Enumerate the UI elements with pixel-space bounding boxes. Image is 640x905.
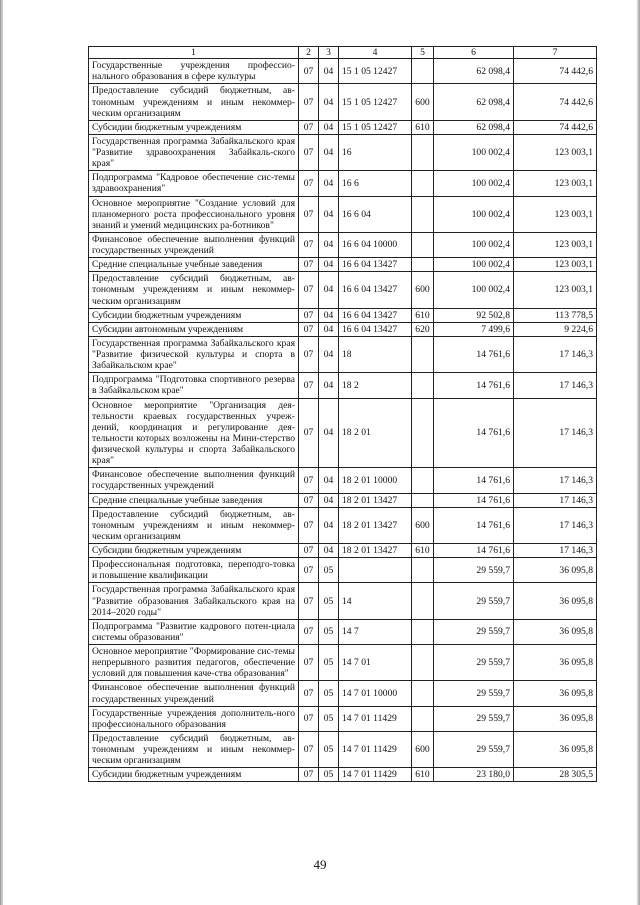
cell-subsection: 04: [319, 258, 339, 272]
cell-name: Предоставление субсидий бюджетным, ав-тономным учреждениям и иным некоммер-ческим организациям: [89, 84, 299, 120]
cell-name: Финансовое обеспечение выполнения функций государственных учреждений: [89, 681, 299, 706]
cell-subsection: 04: [319, 373, 339, 398]
cell-target-code: 16 6 04 10000: [339, 232, 412, 257]
cell-section: 07: [299, 134, 319, 170]
cell-amount-2: 113 778,5: [514, 308, 597, 322]
table-row: [89, 84, 597, 120]
table-row: [89, 322, 597, 336]
cell-name: Субсидии бюджетным учреждениям: [89, 544, 299, 558]
table-row: [89, 558, 597, 583]
cell-subsection: 04: [319, 232, 339, 257]
cell-section: 07: [299, 59, 319, 84]
cell-target-code: 14 7 01: [339, 645, 412, 681]
cell-section: 07: [299, 706, 319, 731]
cell-name: Государственные учреждения дополнитель-ного профессионального образования: [89, 706, 299, 731]
cell-amount-1: 62 098,4: [434, 84, 514, 120]
cell-expense-type: [412, 59, 434, 84]
cell-section: 07: [299, 120, 319, 134]
cell-section: 07: [299, 373, 319, 398]
cell-section: 07: [299, 768, 319, 782]
cell-expense-type: 610: [412, 544, 434, 558]
cell-target-code: 16 6 04 13427: [339, 272, 412, 308]
cell-section: 07: [299, 544, 319, 558]
cell-section: 07: [299, 336, 319, 372]
table-row: [89, 706, 597, 731]
cell-name: Предоставление субсидий бюджетным, ав-тономным учреждениям и иным некоммер-ческим организациям: [89, 731, 299, 767]
cell-target-code: 18 2 01 13427: [339, 544, 412, 558]
cell-amount-1: 100 002,4: [434, 134, 514, 170]
cell-expense-type: 610: [412, 768, 434, 782]
table-row: [89, 493, 597, 507]
cell-name: Субсидии автономным учреждениям: [89, 322, 299, 336]
cell-subsection: 04: [319, 196, 339, 232]
cell-amount-1: 14 761,6: [434, 336, 514, 372]
cell-subsection: 04: [319, 493, 339, 507]
cell-amount-1: 29 559,7: [434, 731, 514, 767]
cell-target-code: 14 7 01 11429: [339, 731, 412, 767]
cell-amount-2: 36 095,8: [514, 583, 597, 619]
cell-subsection: 04: [319, 84, 339, 120]
cell-subsection: 05: [319, 558, 339, 583]
cell-amount-1: 62 098,4: [434, 59, 514, 84]
table-row: [89, 544, 597, 558]
cell-amount-1: 100 002,4: [434, 258, 514, 272]
cell-target-code: 16 6 04: [339, 196, 412, 232]
cell-amount-2: 17 146,3: [514, 493, 597, 507]
cell-expense-type: [412, 706, 434, 731]
cell-target-code: 14 7: [339, 619, 412, 644]
table-row: [89, 336, 597, 372]
cell-expense-type: [412, 196, 434, 232]
cell-target-code: 18 2 01 13427: [339, 493, 412, 507]
table-row: [89, 619, 597, 644]
cell-name: Субсидии бюджетным учреждениям: [89, 120, 299, 134]
cell-target-code: 16 6 04 13427: [339, 322, 412, 336]
cell-target-code: 14 7 01 11429: [339, 768, 412, 782]
header-cell-amount-2: 7: [514, 47, 597, 59]
cell-target-code: 18 2 01 10000: [339, 468, 412, 493]
cell-subsection: 05: [319, 583, 339, 619]
header-cell-target-code: 4: [339, 47, 412, 59]
table-row: [89, 134, 597, 170]
cell-amount-2: 36 095,8: [514, 645, 597, 681]
table-row: [89, 583, 597, 619]
cell-name: Государственная программа Забайкальского края "Развитие образования Забайкальского края на 2014–2020 годы": [89, 583, 299, 619]
cell-section: 07: [299, 731, 319, 767]
cell-amount-1: 29 559,7: [434, 619, 514, 644]
cell-amount-2: 36 095,8: [514, 619, 597, 644]
cell-amount-2: 17 146,3: [514, 373, 597, 398]
cell-amount-2: 74 442,6: [514, 59, 597, 84]
table-row: [89, 308, 597, 322]
cell-target-code: 16 6: [339, 171, 412, 196]
cell-amount-2: 123 003,1: [514, 134, 597, 170]
cell-target-code: 15 1 05 12427: [339, 120, 412, 134]
cell-subsection: 04: [319, 468, 339, 493]
cell-subsection: 05: [319, 731, 339, 767]
cell-expense-type: [412, 681, 434, 706]
header-row: [89, 47, 597, 59]
cell-name: Государственные учреждения профессио-нального образования в сфере культуры: [89, 59, 299, 84]
cell-expense-type: [412, 398, 434, 468]
cell-name: Основное мероприятие "Формирование сис-темы непрерывного развития педагогов, обеспечение условий для повышения каче-ства образования": [89, 645, 299, 681]
cell-subsection: 04: [319, 398, 339, 468]
cell-section: 07: [299, 507, 319, 543]
table-row: [89, 171, 597, 196]
cell-subsection: 04: [319, 134, 339, 170]
cell-subsection: 05: [319, 619, 339, 644]
cell-amount-1: 100 002,4: [434, 171, 514, 196]
cell-expense-type: 620: [412, 322, 434, 336]
cell-target-code: 15 1 05 12427: [339, 59, 412, 84]
cell-subsection: 04: [319, 59, 339, 84]
cell-section: 07: [299, 258, 319, 272]
cell-amount-2: 123 003,1: [514, 196, 597, 232]
cell-amount-1: 29 559,7: [434, 706, 514, 731]
table-row: [89, 196, 597, 232]
cell-name: Подпрограмма "Подготовка спортивного резерва в Забайкальском крае": [89, 373, 299, 398]
cell-target-code: 14 7 01 10000: [339, 681, 412, 706]
cell-amount-1: 29 559,7: [434, 583, 514, 619]
cell-target-code: [339, 558, 412, 583]
cell-amount-2: 36 095,8: [514, 706, 597, 731]
cell-name: Субсидии бюджетным учреждениям: [89, 768, 299, 782]
cell-section: 07: [299, 171, 319, 196]
cell-name: Субсидии бюджетным учреждениям: [89, 308, 299, 322]
cell-amount-1: 14 761,6: [434, 373, 514, 398]
page-number: 49: [313, 857, 327, 872]
cell-expense-type: [412, 336, 434, 372]
cell-amount-1: 14 761,6: [434, 507, 514, 543]
budget-table-body: [89, 47, 597, 782]
cell-expense-type: [412, 583, 434, 619]
cell-section: 07: [299, 558, 319, 583]
cell-amount-2: 123 003,1: [514, 232, 597, 257]
cell-expense-type: [412, 232, 434, 257]
cell-expense-type: 600: [412, 731, 434, 767]
cell-amount-2: 17 146,3: [514, 336, 597, 372]
cell-subsection: 05: [319, 645, 339, 681]
cell-subsection: 04: [319, 336, 339, 372]
cell-target-code: 16 6 04 13427: [339, 258, 412, 272]
header-cell-expense-type: 5: [412, 47, 434, 59]
cell-expense-type: 610: [412, 308, 434, 322]
cell-name: Предоставление субсидий бюджетным, ав-тономным учреждениям и иным некоммер-ческим организациям: [89, 507, 299, 543]
cell-expense-type: 610: [412, 120, 434, 134]
table-row: [89, 258, 597, 272]
table-row: [89, 373, 597, 398]
cell-target-code: 16 6 04 13427: [339, 308, 412, 322]
table-row: [89, 272, 597, 308]
cell-amount-2: 17 146,3: [514, 398, 597, 468]
cell-amount-1: 23 180,0: [434, 768, 514, 782]
cell-subsection: 04: [319, 171, 339, 196]
cell-amount-1: 29 559,7: [434, 558, 514, 583]
cell-amount-2: 123 003,1: [514, 272, 597, 308]
cell-expense-type: [412, 558, 434, 583]
page-edge-left: [0, 0, 3, 905]
cell-expense-type: 600: [412, 507, 434, 543]
cell-section: 07: [299, 583, 319, 619]
header-cell-subsection: 3: [319, 47, 339, 59]
cell-amount-1: 29 559,7: [434, 681, 514, 706]
cell-section: 07: [299, 398, 319, 468]
table-row: [89, 507, 597, 543]
cell-subsection: 04: [319, 272, 339, 308]
cell-name: Подпрограмма "Развитие кадрового потен-циала системы образования": [89, 619, 299, 644]
cell-expense-type: [412, 134, 434, 170]
cell-expense-type: [412, 619, 434, 644]
cell-name: Средние специальные учебные заведения: [89, 493, 299, 507]
cell-section: 07: [299, 681, 319, 706]
cell-subsection: 05: [319, 706, 339, 731]
cell-target-code: 18 2 01: [339, 398, 412, 468]
cell-amount-1: 29 559,7: [434, 645, 514, 681]
cell-name: Средние специальные учебные заведения: [89, 258, 299, 272]
cell-name: Подпрограмма "Кадровое обеспечение сис-темы здравоохранения": [89, 171, 299, 196]
cell-expense-type: 600: [412, 272, 434, 308]
cell-amount-1: 100 002,4: [434, 232, 514, 257]
cell-subsection: 04: [319, 544, 339, 558]
cell-expense-type: [412, 258, 434, 272]
cell-expense-type: [412, 171, 434, 196]
cell-amount-2: 36 095,8: [514, 731, 597, 767]
table-row: [89, 681, 597, 706]
table-row: [89, 731, 597, 767]
cell-section: 07: [299, 493, 319, 507]
table-row: [89, 120, 597, 134]
cell-amount-1: 62 098,4: [434, 120, 514, 134]
cell-amount-2: 123 003,1: [514, 258, 597, 272]
cell-expense-type: [412, 493, 434, 507]
cell-target-code: 18 2: [339, 373, 412, 398]
cell-target-code: 16: [339, 134, 412, 170]
cell-amount-2: 17 146,3: [514, 468, 597, 493]
table-row: [89, 232, 597, 257]
cell-name: Основное мероприятие "Организация дея-тельности краевых государственных учреж-дений, координация и регулирование дея-тельности которых возложены на Мини-стерство физической культуры и спорта Забайкальского края": [89, 398, 299, 468]
cell-target-code: 18 2 01 13427: [339, 507, 412, 543]
cell-amount-2: 9 224,6: [514, 322, 597, 336]
cell-name: Государственная программа Забайкальского края "Развитие физической культуры и спорта в Забайкальском крае": [89, 336, 299, 372]
cell-section: 07: [299, 84, 319, 120]
cell-section: 07: [299, 232, 319, 257]
cell-amount-1: 14 761,6: [434, 493, 514, 507]
cell-expense-type: [412, 468, 434, 493]
cell-section: 07: [299, 272, 319, 308]
table-row: [89, 468, 597, 493]
cell-amount-1: 14 761,6: [434, 468, 514, 493]
cell-amount-2: 36 095,8: [514, 681, 597, 706]
budget-table: [88, 46, 597, 782]
cell-expense-type: [412, 373, 434, 398]
cell-amount-1: 100 002,4: [434, 196, 514, 232]
header-cell-amount-1: 6: [434, 47, 514, 59]
cell-amount-1: 14 761,6: [434, 544, 514, 558]
header-cell-name: 1: [89, 47, 299, 59]
cell-amount-2: 17 146,3: [514, 507, 597, 543]
table-row: [89, 398, 597, 468]
cell-target-code: 14 7 01 11429: [339, 706, 412, 731]
table-row: [89, 59, 597, 84]
cell-section: 07: [299, 196, 319, 232]
cell-amount-2: 123 003,1: [514, 171, 597, 196]
cell-subsection: 04: [319, 322, 339, 336]
cell-section: 07: [299, 322, 319, 336]
cell-subsection: 04: [319, 120, 339, 134]
cell-amount-2: 74 442,6: [514, 120, 597, 134]
cell-name: Финансовое обеспечение выполнения функций государственных учреждений: [89, 232, 299, 257]
table-row: [89, 645, 597, 681]
cell-amount-1: 7 499,6: [434, 322, 514, 336]
cell-name: Основное мероприятие "Создание условий для планомерного роста профессионального уровня знаний и умений медицинских ра-ботников": [89, 196, 299, 232]
header-cell-section: 2: [299, 47, 319, 59]
cell-name: Финансовое обеспечение выполнения функций государственных учреждений: [89, 468, 299, 493]
cell-amount-1: 14 761,6: [434, 398, 514, 468]
cell-section: 07: [299, 619, 319, 644]
cell-subsection: 05: [319, 768, 339, 782]
cell-subsection: 04: [319, 507, 339, 543]
cell-amount-1: 100 002,4: [434, 272, 514, 308]
cell-name: Государственная программа Забайкальского края "Развитие здравоохранения Забайкаль-ского края": [89, 134, 299, 170]
cell-amount-2: 17 146,3: [514, 544, 597, 558]
cell-amount-2: 28 305,5: [514, 768, 597, 782]
cell-amount-2: 74 442,6: [514, 84, 597, 120]
cell-name: Профессиональная подготовка, переподго-товка и повышение квалификации: [89, 558, 299, 583]
cell-amount-2: 36 095,8: [514, 558, 597, 583]
cell-expense-type: [412, 645, 434, 681]
cell-subsection: 05: [319, 681, 339, 706]
cell-expense-type: 600: [412, 84, 434, 120]
table-row: [89, 768, 597, 782]
cell-target-code: 18: [339, 336, 412, 372]
cell-section: 07: [299, 645, 319, 681]
cell-name: Предоставление субсидий бюджетным, ав-тономным учреждениям и иным некоммер-ческим организациям: [89, 272, 299, 308]
cell-target-code: 14: [339, 583, 412, 619]
cell-amount-1: 92 502,8: [434, 308, 514, 322]
cell-subsection: 04: [319, 308, 339, 322]
cell-section: 07: [299, 308, 319, 322]
cell-target-code: 15 1 05 12427: [339, 84, 412, 120]
cell-section: 07: [299, 468, 319, 493]
